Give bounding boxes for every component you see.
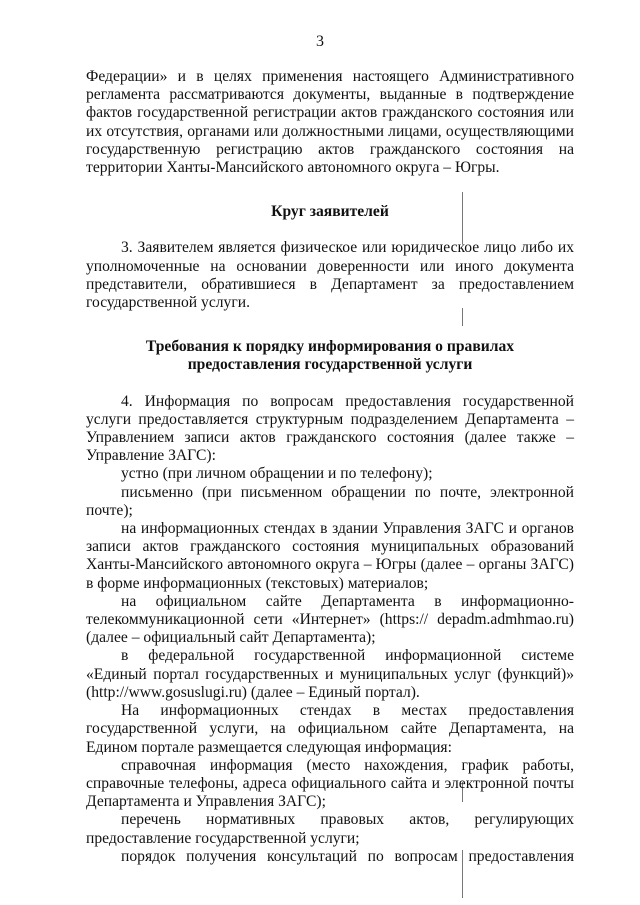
list-item-written: письменно (при письменном обращении по почте, электронной почте); bbox=[86, 483, 574, 519]
list-item-oral: устно (при личном обращении и по телефону); bbox=[121, 465, 433, 483]
list-item-stands: на информационных стендах в здании Управления ЗАГС и органов записи актов гражданского состояния муниципальных образований Ханты-Мансийского автономного округа – Югры (далее – органы ЗАГС) в форме информационных (текстовых) материалов; bbox=[86, 520, 574, 592]
paragraph-applicants: 3. Заявителем является физическое или юридическое лицо либо их уполномоченные на основании доверенности или иного документа представители, обратившиеся в Департамент за предоставлением государственной услуги. bbox=[86, 239, 574, 312]
page-number: 3 bbox=[316, 33, 324, 50]
section-heading-information-line1: Требования к порядку информирования о правилах bbox=[145, 338, 515, 356]
list-item-portal: в федеральной государственной информационной системе «Единый портал государственных и муниципальных услуг (функций)» (http://www.gosuslugi.ru) (далее – Единый портал). bbox=[86, 647, 574, 701]
section-heading-applicants: Круг заявителей bbox=[271, 203, 389, 221]
list-item-consultations: порядок получения консультаций по вопросам предоставления bbox=[121, 847, 574, 865]
list-item-website: на официальном сайте Департамента в информационно-телекоммуникационной сети «Интернет» (https:// depadm.admhmao.ru) (далее – официальный сайт Департамента); bbox=[86, 592, 574, 647]
document-body bbox=[86, 68, 574, 866]
list-item-legal-acts: перечень нормативных правовых актов, регулирующих предоставление государственной услуги; bbox=[86, 811, 574, 847]
paragraph-stands-info: На информационных стендах в местах предоставления государственной услуги, на официальном сайте Департамента, на Едином портале размещается следующая информация: bbox=[86, 702, 574, 756]
intro-paragraph: Федерации» и в целях применения настоящего Административного регламента рассматриваются документы, выданные в подтверждение фактов государственной регистрации актов гражданского состояния или их отсутствия, органами или должностными лицами, осуществляющими государственную регистрацию актов гражданского состояния на территории Ханты-Мансийского автономного округа – Югры. bbox=[86, 68, 574, 177]
list-item-reference-info: справочная информация (место нахождения, график работы, справочные телефоны, адреса официального сайта и электронной почты Департамента и Управления ЗАГС); bbox=[86, 756, 574, 811]
section-heading-information-line2: предоставления государственной услуги bbox=[187, 356, 473, 374]
paragraph-4: 4. Информация по вопросам предоставления государственной услуги предоставляется структурным подразделением Департамента – Управлением записи актов гражданского состояния (далее также – Управление ЗАГС): bbox=[86, 392, 574, 465]
